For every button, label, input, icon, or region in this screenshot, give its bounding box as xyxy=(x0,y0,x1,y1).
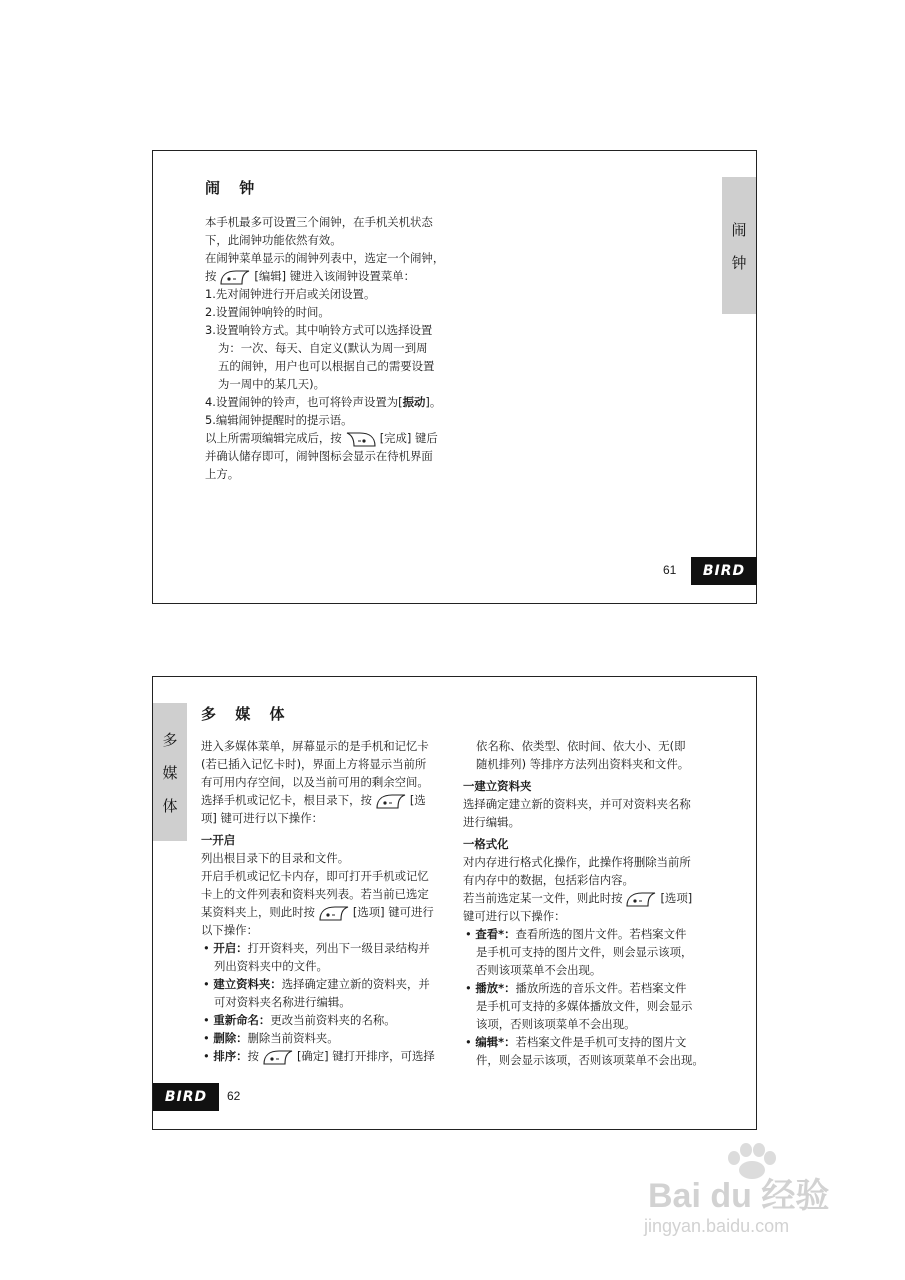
text-line: 件，则会显示该项，否则该项菜单不会出现。 xyxy=(476,1053,704,1067)
text-fragment: 4.设置闹钟的铃声，也可将铃声设置为[ xyxy=(205,395,403,409)
text-fragment: [完成] 键后 xyxy=(379,431,438,445)
text-fragment: [编辑] 键进入该闹钟设置菜单： xyxy=(254,269,415,283)
text-fragment: [选 xyxy=(409,793,426,807)
manual-page-61 xyxy=(152,150,757,604)
text-fragment: 更改当前资料夹的名称。 xyxy=(270,1013,396,1027)
left-softkey-icon xyxy=(261,1049,295,1065)
list-item: • 建立资料夹：选择确定建立新的资料夹，并 xyxy=(203,977,430,991)
tab-char: 多 xyxy=(162,730,178,749)
text-line: 键可进行以下操作： xyxy=(463,909,566,923)
bold-term: 删除： xyxy=(213,1031,248,1045)
bird-logo: BIRD xyxy=(691,557,757,585)
text-fragment: [确定] 键打开排序，可选择 xyxy=(296,1049,435,1063)
text-line xyxy=(205,393,444,411)
section-heading: 一格式化 xyxy=(463,837,509,851)
text-line: 依名称、依类型、依时间、依大小、无(即 xyxy=(476,739,686,753)
watermark-url: jingyan.baidu.com xyxy=(644,1216,790,1236)
text-fragment: 选择手机或记忆卡，根目录下，按 xyxy=(201,793,372,807)
text-line: 3.设置响铃方式。其中响铃方式可以选择设置 xyxy=(205,323,433,337)
text-fragment: ]。 xyxy=(425,395,442,409)
text-fragment: [选项] 键可进行 xyxy=(352,905,434,919)
bold-term: 建立资料夹： xyxy=(213,977,282,991)
bold-term: 开启： xyxy=(213,941,248,955)
list-item: • 播放*：播放所选的音乐文件。若档案文件 xyxy=(465,981,687,995)
text-line: 是手机可支持的图片文件，则会显示该项， xyxy=(476,945,693,959)
text-fragment: [选项] xyxy=(660,891,693,905)
text-line: 随机排列) 等排序方法列出资料夹和文件。 xyxy=(476,757,690,771)
text-line: 在闹钟菜单显示的闹钟列表中，选定一个闹钟， xyxy=(205,251,445,265)
multimedia-left-column xyxy=(201,737,435,1065)
text-line xyxy=(205,267,444,285)
tab-char: 体 xyxy=(162,796,178,815)
text-line: 选择确定建立新的资料夹，并可对资料夹名称 xyxy=(463,797,691,811)
list-item: • 删除：删除当前资料夹。 xyxy=(203,1031,339,1045)
text-fragment: 某资料夹上，则此时按 xyxy=(201,905,315,919)
text-fragment: 选择确定建立新的资料夹，并 xyxy=(281,977,430,991)
section-tab xyxy=(153,703,187,841)
text-line: 有内存中的数据，包括彩信内容。 xyxy=(463,873,634,887)
bold-term: 排序： xyxy=(213,1049,248,1063)
text-line: 5.编辑闹钟提醒时的提示语。 xyxy=(205,413,353,427)
text-line xyxy=(205,429,444,447)
tab-char: 媒 xyxy=(162,763,178,782)
page-title: 多 媒 体 xyxy=(201,705,292,723)
text-line: 项] 键可进行以下操作： xyxy=(201,811,323,825)
text-fragment: 按 xyxy=(247,1049,259,1063)
manual-page-62 xyxy=(152,676,757,1130)
text-line: 可对资料夹名称进行编辑。 xyxy=(214,995,351,1009)
text-fragment: 若档案文件是手机可支持的图片文 xyxy=(515,1035,687,1049)
text-line: 为一周中的某几天)。 xyxy=(218,377,325,391)
left-softkey-icon xyxy=(218,269,252,285)
bold-term: 振动 xyxy=(402,395,426,409)
text-line: 本手机最多可设置三个闹钟，在手机关机状态 xyxy=(205,215,433,229)
text-line: 列出资料夹中的文件。 xyxy=(214,959,328,973)
page-number: 62 xyxy=(227,1089,241,1103)
bird-logo: BIRD xyxy=(153,1083,219,1111)
text-line: 上方。 xyxy=(205,467,240,481)
text-line: 该项，否则该项菜单不会出现。 xyxy=(476,1017,636,1031)
text-line: 2.设置闹钟响铃的时间。 xyxy=(205,305,330,319)
text-line: 列出根目录下的目录和文件。 xyxy=(201,851,350,865)
list-item: • 开启：打开资料夹，列出下一级目录结构并 xyxy=(203,941,430,955)
text-line: 以下操作： xyxy=(201,923,258,937)
text-line: 五的闹钟，用户也可以根据自己的需要设置 xyxy=(218,359,435,373)
section-heading: 一建立资料夹 xyxy=(463,779,532,793)
text-line: 有可用内存空间，以及当前可用的剩余空间。 xyxy=(201,775,429,789)
text-fragment: 以上所需项编辑完成后，按 xyxy=(205,431,342,445)
text-line xyxy=(201,903,435,921)
left-softkey-icon xyxy=(374,793,408,809)
bold-term: 编辑*： xyxy=(475,1035,516,1049)
text-line: 对内存进行格式化操作，此操作将删除当前所 xyxy=(463,855,691,869)
text-line: 是手机可支持的多媒体播放文件，则会显示 xyxy=(476,999,693,1013)
alarm-text xyxy=(205,213,444,483)
text-line: 下，此闹钟功能依然有效。 xyxy=(205,233,342,247)
text-fragment: 播放所选的音乐文件。若档案文件 xyxy=(515,981,687,995)
text-line: (若已插入记忆卡时)，界面上方将显示当前所 xyxy=(201,757,427,771)
bold-term: 播放*： xyxy=(475,981,516,995)
text-fragment: 按 xyxy=(205,269,217,283)
text-line: 并确认储存即可，闹钟图标会显示在待机界面 xyxy=(205,449,433,463)
list-item: • 重新命名：更改当前资料夹的名称。 xyxy=(203,1013,396,1027)
list-item: • 查看*：查看所选的图片文件。若档案文件 xyxy=(465,927,687,941)
list-item: • 排序：按 [确定] 键打开排序，可选择 xyxy=(203,1049,435,1063)
text-line: 卡上的文件列表和资料夹列表。若当前已选定 xyxy=(201,887,429,901)
text-fragment: 删除当前资料夹。 xyxy=(247,1031,339,1045)
watermark-brand: Bai du 经验 xyxy=(648,1177,830,1215)
bold-term: 重新命名： xyxy=(213,1013,271,1027)
section-heading: 一开启 xyxy=(201,833,236,847)
bold-term: 查看*： xyxy=(475,927,516,941)
page-title: 闹 钟 xyxy=(205,179,262,197)
tab-char: 闹 xyxy=(731,220,747,239)
text-fragment: 打开资料夹，列出下一级目录结构并 xyxy=(247,941,430,955)
text-line: 否则该项菜单不会出现。 xyxy=(476,963,602,977)
text-line: 1.先对闹钟进行开启或关闭设置。 xyxy=(205,287,376,301)
multimedia-right-column xyxy=(463,737,704,1069)
text-line xyxy=(201,791,435,809)
list-item: • 编辑*：若档案文件是手机可支持的图片文 xyxy=(465,1035,687,1049)
section-tab xyxy=(722,177,756,314)
right-softkey-icon xyxy=(344,431,378,447)
text-line xyxy=(463,889,704,907)
left-softkey-icon xyxy=(624,891,658,907)
tab-char: 钟 xyxy=(731,253,747,272)
text-line: 进入多媒体菜单，屏幕显示的是手机和记忆卡 xyxy=(201,739,429,753)
text-line: 开启手机或记忆卡内存，即可打开手机或记忆 xyxy=(201,869,429,883)
page-number: 61 xyxy=(663,563,677,577)
text-fragment: 查看所选的图片文件。若档案文件 xyxy=(515,927,687,941)
text-fragment: 若当前选定某一文件，则此时按 xyxy=(463,891,623,905)
text-line: 进行编辑。 xyxy=(463,815,520,829)
left-softkey-icon xyxy=(317,905,351,921)
text-line: 为：一次、每天、自定义(默认为周一到周 xyxy=(218,341,428,355)
